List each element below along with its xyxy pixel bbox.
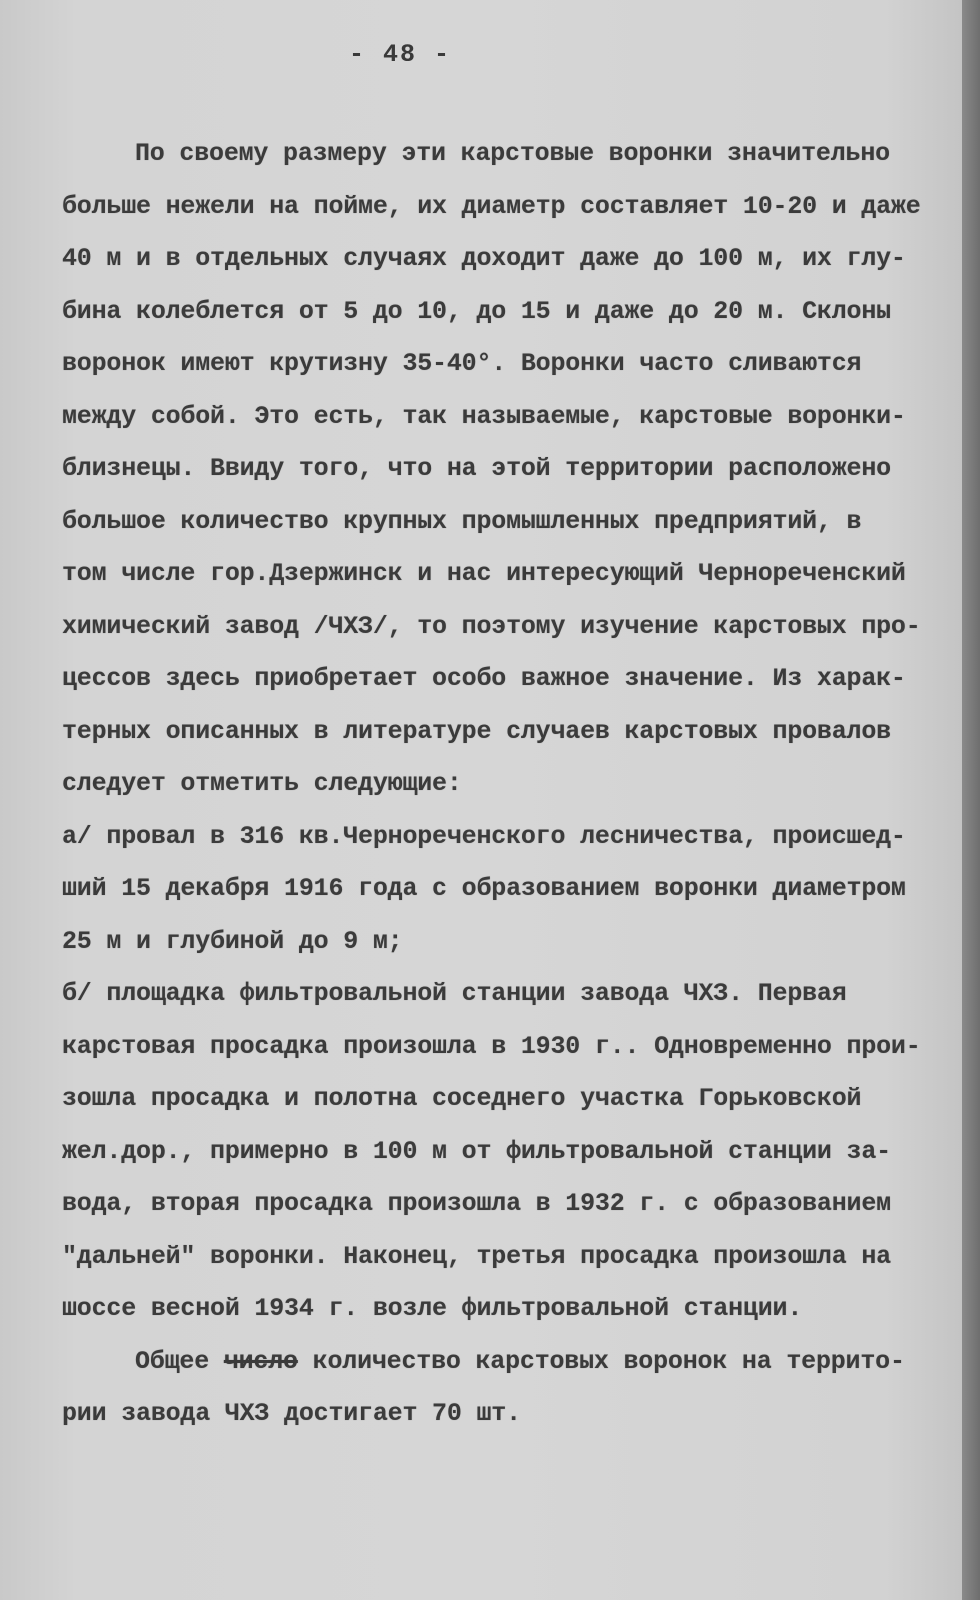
list-item-b-line: зошла просадка и полотна соседнего участка Горьковской xyxy=(62,1084,862,1113)
text-line: больше нежели на пойме, их диаметр составляет 10-20 и даже xyxy=(62,192,921,221)
scan-edge xyxy=(962,0,980,1600)
text-line xyxy=(135,1342,932,1382)
struck-out-word: число xyxy=(223,1347,298,1376)
text-line: бина колеблется от 5 до 10, до 15 и даже до 20 м. Склоны xyxy=(62,297,891,326)
page-number: - 48 - xyxy=(348,40,451,69)
list-item-b-line: шоссе весной 1934 г. возле фильтровальной станции. xyxy=(62,1294,803,1323)
list-item-b-line: б/ площадка фильтровальной станции завода ЧХЗ. Первая xyxy=(62,979,847,1008)
text-line: терных описанных в литературе случаев карстовых провалов xyxy=(62,717,891,746)
list-item-b-line: карстовая просадка произошла в 1930 г.. Одновременно прои- xyxy=(62,1032,921,1061)
text-fragment: количество карстовых воронок на террито- xyxy=(312,1347,905,1376)
list-item-a-line: а/ провал в 316 кв.Чернореченского лесничества, происшед- xyxy=(62,822,906,851)
list-item-b-line: "дальней" воронки. Наконец, третья просадка произошла на xyxy=(62,1242,891,1271)
text-line: следует отметить следующие: xyxy=(62,769,462,798)
list-item-b-line: жел.дор., примерно в 100 м от фильтровальной станции за- xyxy=(62,1137,891,1166)
text-line: химический завод /ЧХЗ/, то поэтому изучение карстовых про- xyxy=(62,612,921,641)
text-line: 40 м и в отдельных случаях доходит даже до 100 м, их глу- xyxy=(62,244,906,273)
text-line: близнецы. Ввиду того, что на этой территории расположено xyxy=(62,454,891,483)
text-line: рии завода ЧХЗ достигает 70 шт. xyxy=(62,1399,521,1428)
text-line: цессов здесь приобретает особо важное значение. Из харак- xyxy=(62,664,906,693)
list-item-b-line: вода, вторая просадка произошла в 1932 г. с образованием xyxy=(62,1189,891,1218)
text-line: По своему размеру эти карстовые воронки значительно xyxy=(135,139,890,168)
text-fragment: Общее xyxy=(135,1347,210,1376)
text-line: воронок имеют крутизну 35-40°. Воронки часто сливаются xyxy=(62,349,862,378)
text-line: между собой. Это есть, так называемые, карстовые воронки- xyxy=(62,402,906,431)
text-line: том числе гор.Дзержинск и нас интересующий Чернореченский xyxy=(62,559,906,588)
list-item-a-line: ший 15 декабря 1916 года с образованием воронки диаметром xyxy=(62,874,906,903)
list-item-a-line: 25 м и глубиной до 9 м; xyxy=(62,927,403,956)
text-line: большое количество крупных промышленных предприятий, в xyxy=(62,507,862,536)
